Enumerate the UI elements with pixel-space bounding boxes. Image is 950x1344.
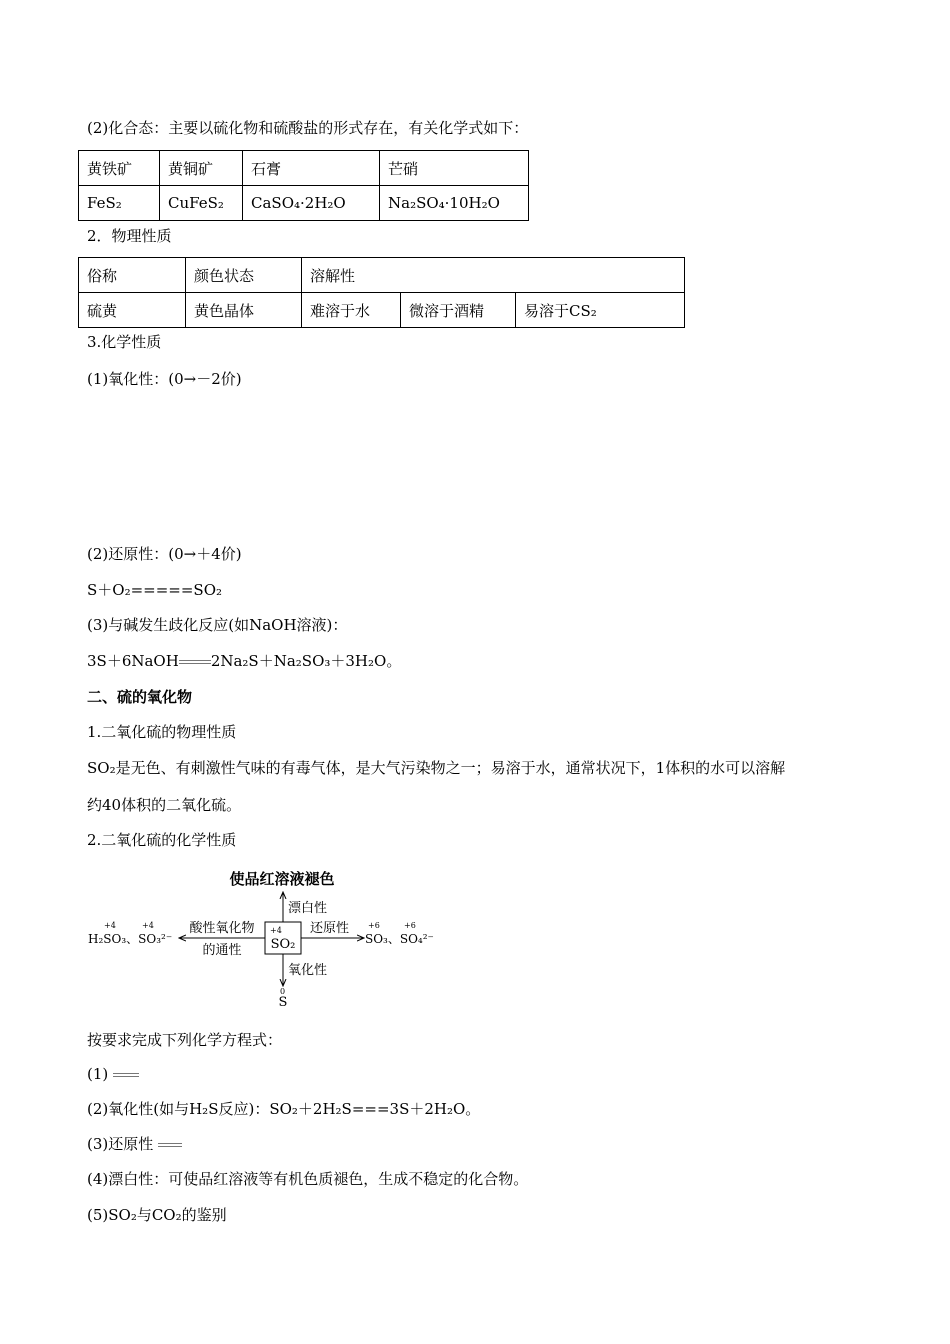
table-cell: 硫黄 [79,293,186,328]
table-cell: 黄铜矿 [160,151,243,186]
table-row [79,151,529,186]
table-cell: 黄色晶体 [186,293,302,328]
text-compound-state: (2)化合态：主要以硫化物和硫酸盐的形式存在，有关化学式如下： [87,119,529,137]
bottom-ox-state: 0 [280,987,286,996]
text-so2-description-1: SO₂是无色、有刺激性气味的有毒气体，是大气污染物之一；易溶于水，通常状况下，1体积的水可以溶解 [87,759,786,777]
item-3 [87,1134,182,1154]
right-species-ox1: +6 [368,921,380,930]
table-row [79,293,685,328]
mineral-table [78,150,529,221]
right-species: SO₃、SO₄²⁻ [365,932,434,946]
table-cell: 黄铁矿 [79,151,160,186]
label-oxidizing: 氧化性 [288,963,328,978]
diagram-top-label: 使品红溶液褪色 [229,870,335,888]
item-2-oxidizing: (2)氧化性(如与H₂S反应)：SO₂＋2H₂S===3S＋2H₂O。 [87,1100,481,1118]
heading-so2-physical: 1.二氧化硫的物理性质 [87,723,237,741]
text-disproportionation: (3)与碱发生歧化反应(如NaOH溶液)： [87,616,348,634]
table-cell: 溶解性 [302,258,685,293]
item-1 [87,1064,139,1084]
item-5-identification: (5)SO₂与CO₂的鉴别 [87,1206,227,1224]
table-cell: 芒硝 [380,151,529,186]
label-bleaching: 漂白性 [288,901,328,916]
equation-right: 2Na₂S＋Na₂SO₃＋3H₂O。 [210,652,402,670]
table-cell: 石膏 [243,151,380,186]
equals-sign [158,1141,182,1149]
left-species: H₂SO₃、SO₃²⁻ [88,932,173,946]
text-so2-description-2: 约40体积的二氧化硫。 [87,796,242,814]
item-3-label: (3)还原性 [87,1135,154,1153]
left-species-ox1: +4 [104,921,116,930]
so2-properties-diagram [82,864,442,1014]
equals-sign [179,658,211,666]
table-row [79,186,529,221]
equals-sign [113,1071,139,1079]
physical-properties-table [78,257,685,328]
heading-so2-chemical: 2.二氧化硫的化学性质 [87,831,237,849]
text-instructions: 按要求完成下列化学方程式： [87,1031,283,1049]
label-acidic-oxide: 酸性氧化物 [189,921,255,936]
section-heading-oxides: 二、硫的氧化物 [87,688,193,706]
item-4-bleaching: (4)漂白性：可使品红溶液等有机色质褪色，生成不稳定的化合物。 [87,1170,529,1188]
heading-physical-properties: 2．物理性质 [87,227,172,245]
table-cell: 俗称 [79,258,186,293]
bottom-species: S [278,995,288,1010]
equation-s-o2: S＋O₂=====SO₂ [87,581,223,599]
table-cell: 难溶于水 [302,293,401,328]
text-oxidizing: (1)氧化性：(0→－2价) [87,370,242,388]
label-reducing: 还原性 [310,921,350,936]
table-row [79,258,685,293]
text-reducing: (2)还原性：(0→＋4价) [87,545,242,563]
table-cell: FeS₂ [79,186,160,221]
item-1-label: (1) [87,1065,109,1083]
so2-ox-state: +4 [270,926,282,935]
table-cell: CaSO₄·2H₂O [243,186,380,221]
table-cell: CuFeS₂ [160,186,243,221]
left-species-ox2: +4 [142,921,154,930]
table-cell: Na₂SO₄·10H₂O [380,186,529,221]
label-general-property: 的通性 [202,943,242,958]
equation-left: 3S＋6NaOH [87,652,179,670]
equation-naoh [87,651,401,671]
table-cell: 颜色状态 [186,258,302,293]
heading-chemical-properties: 3.化学性质 [87,333,162,351]
right-species-ox2: +6 [404,921,416,930]
so2-label: SO₂ [270,937,296,952]
table-cell: 易溶于CS₂ [516,293,685,328]
table-cell: 微溶于酒精 [401,293,516,328]
